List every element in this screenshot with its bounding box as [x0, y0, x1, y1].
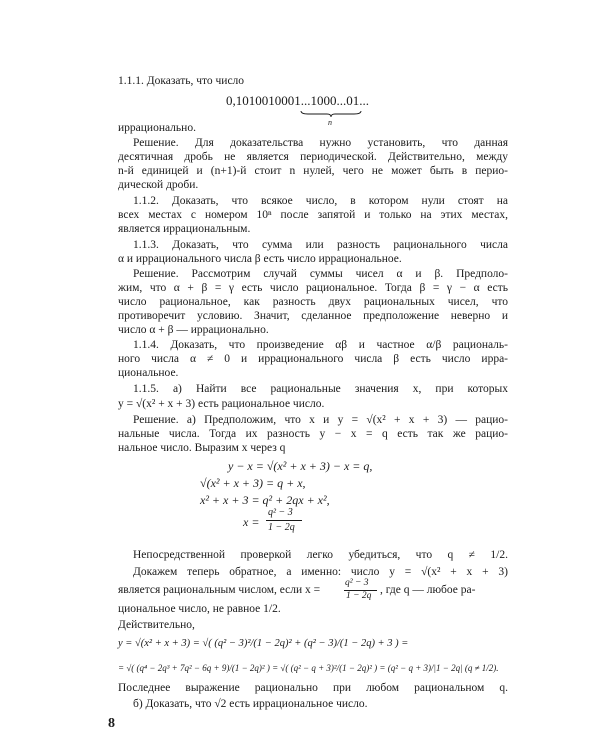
solution-1-1-1-line-2: десятичная дробь не является периодической. Действительно, между — [118, 151, 508, 163]
conclusion-line: Последнее выражение рационально при любом рациональном q. — [118, 682, 508, 694]
problem-1-1-3-line-1: 1.1.3. Доказать, что сумма или разность рационального числа — [133, 239, 508, 251]
big-equation-1: y = √(x² + x + 3) = √( (q² − 3)²/(1 − 2q)² + (q² − 3)/(1 − 2q) + 3 ) = — [118, 638, 409, 649]
problem-1-1-5-line-1: 1.1.5. а) Найти все рациональные значения x, при которых — [133, 383, 508, 395]
check-line-5: Действительно, — [118, 619, 195, 631]
solution-1-1-1-line-3: n-й единицей и (n+1)-й стоит n нулей, чего не может быть в перио- — [118, 165, 508, 177]
solution-1-1-3-line-1: Решение. Рассмотрим случай суммы чисел α и β. Предполо- — [133, 268, 508, 280]
equation-1: y − x = √(x² + x + 3) − x = q, — [228, 459, 373, 473]
part-b-statement: б) Доказать, что √2 есть иррациональное число. — [133, 698, 368, 710]
fraction-bar — [266, 520, 302, 521]
problem-1-1-2-line-2: всех местах с номером 10ⁿ после запятой и только на этих местах, — [118, 209, 508, 221]
problem-1-1-4-line-3: циональное. — [118, 367, 179, 379]
problem-1-1-1-number: 0,1010010001...1000...01... — [226, 93, 369, 108]
check-line-3-numerator: q² − 3 — [345, 578, 369, 588]
check-line-3b: , где q — любое ра- — [380, 584, 476, 596]
solution-1-1-3-line-4: противоречит условию. Значит, сделанное предположение неверно и — [118, 310, 508, 322]
problem-1-1-1-conclusion: иррационально. — [118, 122, 196, 134]
solution-1-1-3-line-5: число α + β — иррационально. — [118, 324, 269, 336]
equation-2: √(x² + x + 3) = q + x, — [200, 476, 306, 490]
big-equation-2: = √( (q⁴ − 2q³ + 7q² − 6q + 9)/(1 − 2q)² ) = √( (q² − q + 3)²/(1 − 2q)² ) = (q² − q + 3)/|1 − 2q| (q ≠ 1/2). — [118, 663, 499, 673]
check-line-1: Непосредственной проверкой легко убедиться, что q ≠ 1/2. — [133, 549, 508, 561]
equation-4-numerator: q² − 3 — [268, 507, 293, 518]
check-line-4: циональное число, не равное 1/2. — [118, 603, 281, 615]
page-number: 8 — [108, 716, 115, 731]
problem-1-1-2-line-3: является иррациональным. — [118, 223, 251, 235]
solution-1-1-5-line-3: нальное число. Выразим x через q — [118, 442, 286, 454]
solution-1-1-1-line-1: Решение. Для доказательства нужно установить, что данная — [133, 137, 508, 149]
check-line-3a: является рациональным числом, если x = — [118, 584, 321, 596]
equation-4-lhs: x = — [243, 515, 260, 529]
solution-1-1-3-line-2: жим, что α + β = γ есть число рациональное. Тогда β = γ − α есть — [118, 282, 508, 294]
problem-1-1-1-statement: 1.1.1. Доказать, что число — [118, 75, 245, 87]
underbrace-label: n — [328, 118, 332, 127]
problem-1-1-3-line-2: α и иррационального числа β есть число иррациональное. — [118, 253, 402, 265]
check-line-2: Докажем теперь обратное, а именно: число y = √(x² + x + 3) — [133, 566, 508, 578]
problem-1-1-5-line-2: y = √(x² + x + 3) есть рациональное число. — [118, 398, 325, 410]
solution-1-1-3-line-3: число рациональное, как разность двух рациональных чисел, что — [118, 296, 508, 308]
equation-4-denominator: 1 − 2q — [268, 522, 295, 533]
solution-1-1-1-line-4: дической дроби. — [118, 179, 199, 191]
problem-1-1-4-line-2: ного числа α ≠ 0 и иррационального числа β есть число ирра- — [118, 353, 508, 365]
underbrace — [300, 110, 362, 118]
check-line-3-denominator: 1 − 2q — [346, 591, 372, 601]
equation-3: x² + x + 3 = q² + 2qx + x², — [200, 493, 330, 507]
solution-1-1-5-line-2: нальные числа. Тогда их разность y − x = q есть так же рацио- — [118, 428, 508, 440]
solution-1-1-5-line-1: Решение. а) Предположим, что x и y = √(x² + x + 3) — рацио- — [133, 414, 508, 426]
problem-1-1-4-line-1: 1.1.4. Доказать, что произведение αβ и частное α/β рациональ- — [133, 339, 508, 351]
problem-1-1-2-line-1: 1.1.2. Доказать, что всякое число, в котором нули стоят на — [133, 195, 508, 207]
